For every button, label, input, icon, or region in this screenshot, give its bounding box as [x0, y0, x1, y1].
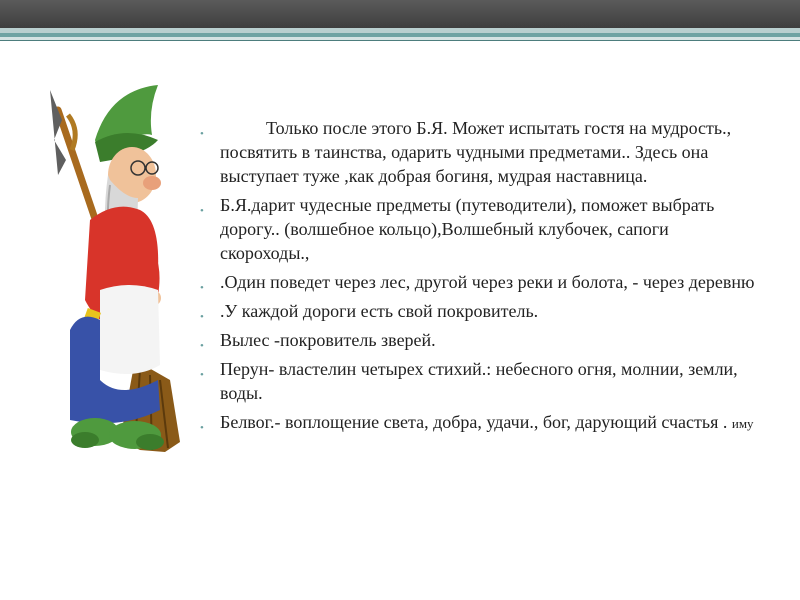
bullet-text-tail: иму	[731, 416, 754, 431]
bullet-item	[198, 357, 758, 405]
bullet-text: .Один поведет через лес, другой через реки и болота, - через деревню	[220, 272, 755, 292]
top-header-bar	[0, 0, 800, 28]
bullet-marker: •	[200, 369, 204, 381]
bullet-item	[198, 270, 758, 294]
accent-stripe-dark	[0, 40, 800, 41]
bullet-item	[198, 116, 758, 188]
bullet-marker: •	[200, 422, 204, 434]
bullet-marker: •	[200, 311, 204, 323]
bullet-marker: •	[200, 282, 204, 294]
bullet-marker: •	[200, 340, 204, 352]
bullet-item	[198, 328, 758, 352]
bullet-text: .У каждой дороги есть свой покровитель.	[220, 301, 539, 321]
bullet-item	[198, 299, 758, 323]
slide-text-body	[198, 116, 758, 441]
bullet-text: Вылес -покровитель зверей.	[220, 330, 436, 350]
bullet-marker: •	[200, 128, 204, 140]
bullet-text: Белвог.- воплощение света, добра, удачи., бог, дарующий счастья .	[220, 412, 732, 432]
baba-yaga-illustration	[40, 80, 190, 460]
bullet-text: Б.Я.дарит чудесные предметы (путеводители), поможет выбрать дорогу.. (волшебное кольцо),Волшебный клубочек, сапоги скороходы.,	[220, 195, 715, 263]
bullet-marker: •	[200, 205, 204, 217]
bullet-item	[198, 410, 758, 436]
bullet-text: Только после этого Б.Я. Может испытать гостя на мудрость., посвятить в таинства, одарить чудными предметами.. Здесь она выступает туже ,как добрая богиня, мудрая наставница.	[220, 118, 732, 186]
bullet-list	[198, 116, 758, 436]
bullet-text: Перун- властелин четырех стихий.: небесного огня, молнии, земли, воды.	[220, 359, 738, 403]
bullet-item	[198, 193, 758, 265]
